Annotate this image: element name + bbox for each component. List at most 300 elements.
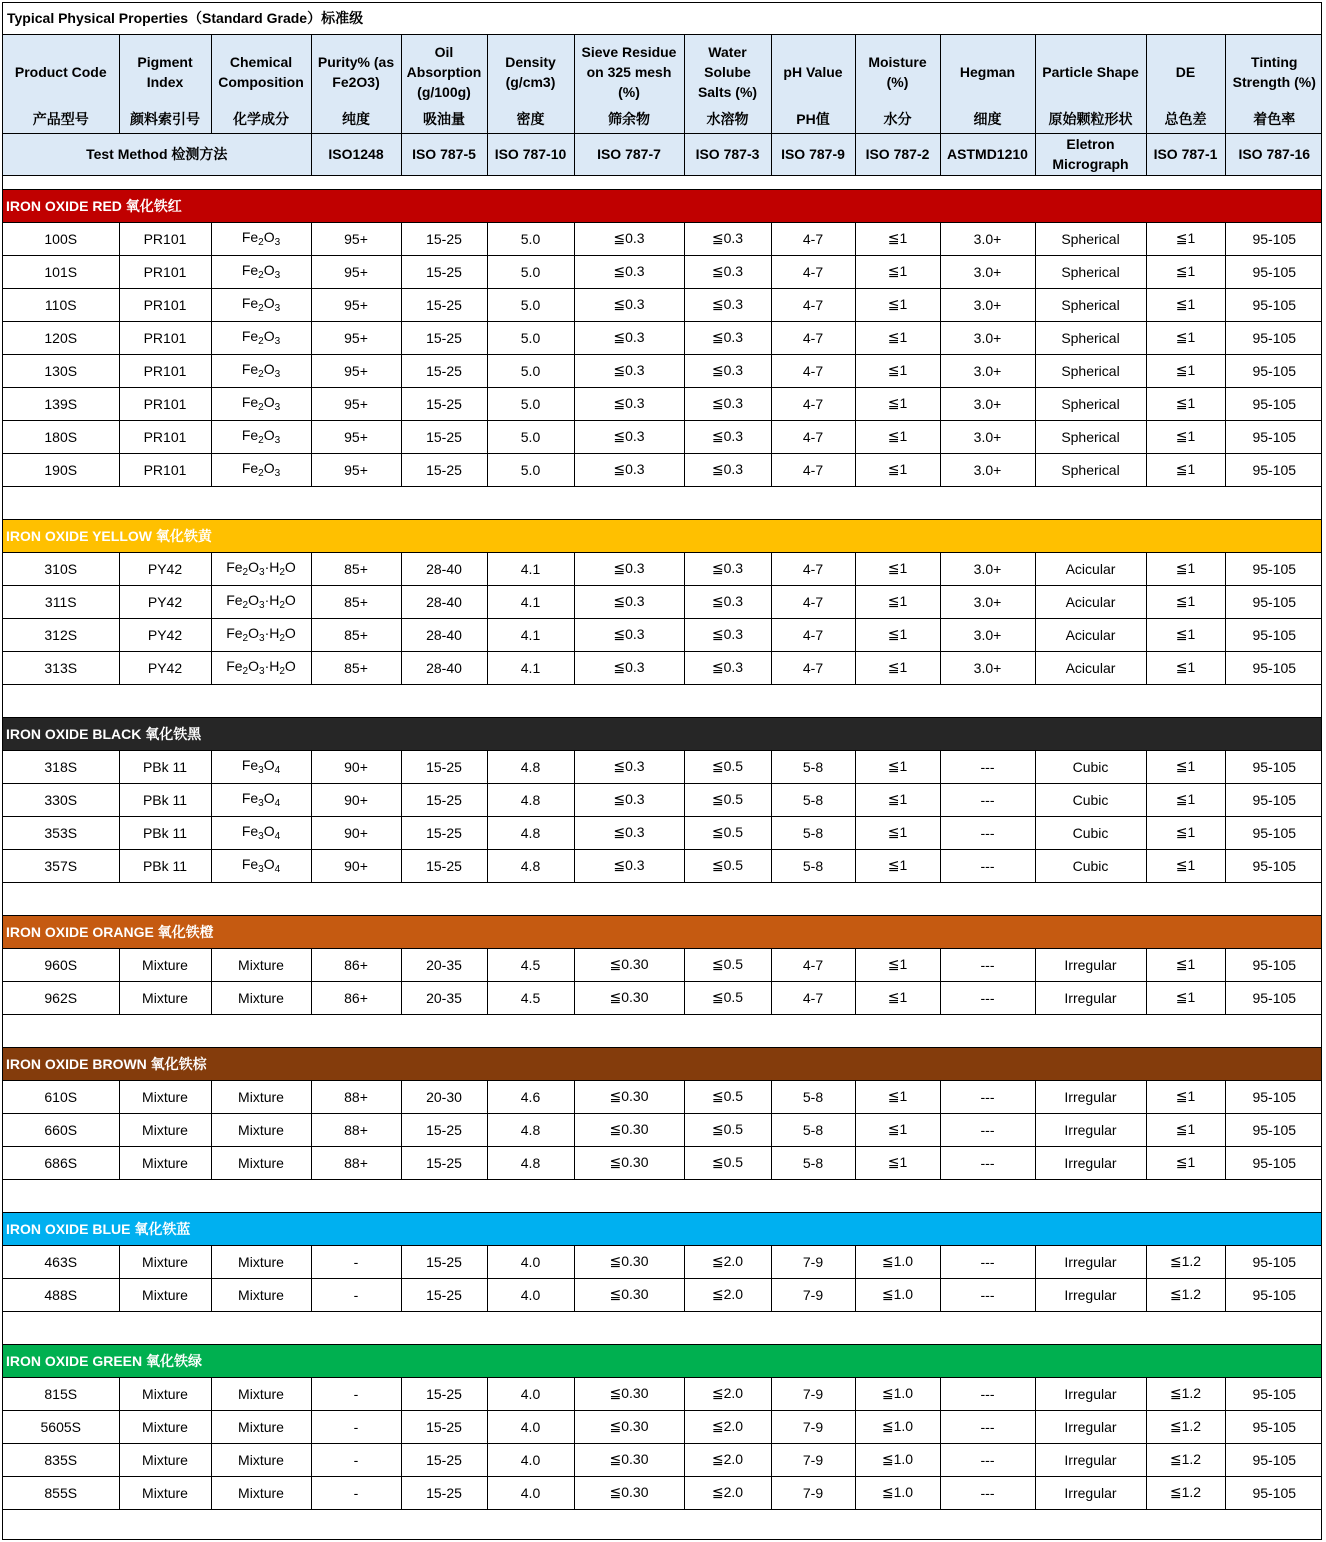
table-row [3, 420, 1322, 453]
column-header [211, 34, 311, 133]
table-cell: 15-25 [401, 321, 487, 354]
table-cell: ≦0.3 [684, 618, 771, 651]
table-row [3, 585, 1322, 618]
table-cell: ≦1 [1146, 849, 1225, 882]
table-cell: 7-9 [771, 1476, 855, 1509]
group-spacer [3, 882, 1322, 915]
table-cell: ≦0.3 [684, 288, 771, 321]
table-cell: ≦0.5 [684, 783, 771, 816]
group-header: IRON OXIDE BLUE 氧化铁蓝 [3, 1212, 1322, 1245]
group-header: IRON OXIDE RED 氧化铁红 [3, 189, 1322, 222]
table-cell: Mixture [119, 1278, 211, 1311]
group-header: IRON OXIDE ORANGE 氧化铁橙 [3, 915, 1322, 948]
column-header [487, 34, 574, 133]
column-header-en: Tinting Strength (%) [1232, 53, 1316, 90]
table-cell: 4.0 [487, 1377, 574, 1410]
test-method-label: Test Method 检测方法 [3, 133, 311, 175]
table-cell: Spherical [1035, 453, 1146, 486]
spec-sheet [2, 2, 1322, 1540]
table-cell: Spherical [1035, 321, 1146, 354]
table-cell: 15-25 [401, 783, 487, 816]
table-cell: PR101 [119, 255, 211, 288]
table-cell: 4-7 [771, 420, 855, 453]
column-header-en: Product Code [14, 63, 107, 80]
table-cell: 85+ [311, 618, 401, 651]
table-cell: 5.0 [487, 420, 574, 453]
table-cell: 20-30 [401, 1080, 487, 1113]
table-cell: Mixture [211, 948, 311, 981]
table-cell: 4.6 [487, 1080, 574, 1113]
table-cell: ≦0.5 [684, 948, 771, 981]
table-cell: $Fe_2O_3$ [211, 420, 311, 453]
table-cell: 3.0+ [940, 552, 1035, 585]
table-cell: ≦0.3 [574, 651, 684, 684]
column-header-en: Moisture (%) [868, 53, 927, 90]
group-spacer [3, 1179, 1322, 1212]
table-cell: ≦1 [855, 783, 940, 816]
table-cell: ≦0.5 [684, 816, 771, 849]
table-cell: 85+ [311, 651, 401, 684]
table-row [3, 255, 1322, 288]
table-cell: 4.1 [487, 618, 574, 651]
table-cell: 3.0+ [940, 651, 1035, 684]
table-cell: 4.8 [487, 750, 574, 783]
column-header-en: Purity% (as Fe2O3) [317, 53, 395, 90]
table-cell: 95+ [311, 453, 401, 486]
column-header [771, 34, 855, 133]
table-cell: $Fe_2O_3\cdot H_2O$ [211, 651, 311, 684]
table-cell: 3.0+ [940, 255, 1035, 288]
table-cell: - [311, 1476, 401, 1509]
table-cell: ≦1 [855, 1146, 940, 1179]
table-cell: ≦1 [1146, 354, 1225, 387]
table-cell: 95-105 [1225, 585, 1322, 618]
table-cell: ≦1 [1146, 948, 1225, 981]
table-cell: Mixture [119, 1476, 211, 1509]
table-cell: 88+ [311, 1113, 401, 1146]
table-cell: PY42 [119, 618, 211, 651]
table-cell: ≦0.3 [574, 321, 684, 354]
table-cell: ≦1 [855, 849, 940, 882]
table-cell: 95-105 [1225, 1410, 1322, 1443]
table-cell: ≦1 [855, 222, 940, 255]
table-cell: Mixture [211, 1410, 311, 1443]
table-cell: ≦1 [1146, 255, 1225, 288]
table-cell: ≦0.30 [574, 1080, 684, 1113]
table-cell: ≦0.3 [684, 420, 771, 453]
table-row [3, 354, 1322, 387]
table-cell: 95-105 [1225, 1377, 1322, 1410]
column-header-en: Oil Absorption (g/100g) [406, 43, 482, 100]
column-header [119, 34, 211, 133]
table-cell: Irregular [1035, 1410, 1146, 1443]
table-row [3, 783, 1322, 816]
test-method-value: ISO 787-1 [1146, 133, 1225, 175]
table-cell: ≦1 [1146, 651, 1225, 684]
table-row [3, 750, 1322, 783]
table-cell: 15-25 [401, 288, 487, 321]
table-cell: ≦0.3 [684, 222, 771, 255]
test-method-value: ISO 787-10 [487, 133, 574, 175]
table-cell: $Fe_2O_3$ [211, 288, 311, 321]
table-cell: - [311, 1278, 401, 1311]
table-cell: 5.0 [487, 453, 574, 486]
table-cell: --- [940, 849, 1035, 882]
table-cell: 7-9 [771, 1278, 855, 1311]
table-cell: --- [940, 1410, 1035, 1443]
table-cell: 15-25 [401, 1476, 487, 1509]
table-cell: PR101 [119, 288, 211, 321]
table-row [3, 387, 1322, 420]
table-cell: ≦0.3 [574, 420, 684, 453]
table-cell: 310S [3, 552, 119, 585]
table-cell: PY42 [119, 585, 211, 618]
table-cell: 4-7 [771, 354, 855, 387]
table-cell: 15-25 [401, 1443, 487, 1476]
table-cell: Spherical [1035, 420, 1146, 453]
table-row [3, 816, 1322, 849]
table-cell: ≦0.5 [684, 981, 771, 1014]
table-cell: Spherical [1035, 288, 1146, 321]
table-cell: 5605S [3, 1410, 119, 1443]
column-header-zh: 水溶物 [706, 110, 749, 127]
table-cell: 3.0+ [940, 288, 1035, 321]
table-cell: PY42 [119, 552, 211, 585]
test-method-value: ISO 787-5 [401, 133, 487, 175]
table-cell: PBk 11 [119, 849, 211, 882]
table-cell: 101S [3, 255, 119, 288]
table-cell: 95-105 [1225, 420, 1322, 453]
table-cell: Irregular [1035, 981, 1146, 1014]
column-header-zh: 吸油量 [423, 110, 465, 127]
table-cell: ≦1 [855, 585, 940, 618]
table-cell: --- [940, 1443, 1035, 1476]
column-header-en: Pigment Index [137, 53, 193, 90]
table-cell: Mixture [119, 1245, 211, 1278]
table-cell: 95-105 [1225, 948, 1322, 981]
table-cell: ≦1 [855, 816, 940, 849]
table-cell: $Fe_2O_3\cdot H_2O$ [211, 552, 311, 585]
table-cell: 4.8 [487, 1146, 574, 1179]
table-cell: 4.5 [487, 948, 574, 981]
table-cell: Acicular [1035, 552, 1146, 585]
table-cell: Mixture [119, 1113, 211, 1146]
table-cell: ≦2.0 [684, 1278, 771, 1311]
table-cell: - [311, 1443, 401, 1476]
table-cell: 5.0 [487, 354, 574, 387]
column-header [1035, 34, 1146, 133]
table-cell: 28-40 [401, 585, 487, 618]
column-header-en: Particle Shape [1042, 63, 1139, 80]
column-header-zh: 总色差 [1164, 110, 1207, 127]
table-cell: 4-7 [771, 288, 855, 321]
table-cell: 95-105 [1225, 750, 1322, 783]
table-cell: Mixture [119, 1146, 211, 1179]
table-cell: 15-25 [401, 255, 487, 288]
table-cell: 95-105 [1225, 783, 1322, 816]
table-cell: ≦0.3 [574, 750, 684, 783]
table-cell: $Fe_2O_3$ [211, 321, 311, 354]
table-cell: ≦0.3 [684, 387, 771, 420]
table-cell: ≦1 [1146, 387, 1225, 420]
test-method-value: ISO 787-7 [574, 133, 684, 175]
table-cell: 330S [3, 783, 119, 816]
table-cell: 90+ [311, 750, 401, 783]
table-cell: Acicular [1035, 585, 1146, 618]
table-cell: $Fe_3O_4$ [211, 816, 311, 849]
table-row [3, 453, 1322, 486]
table-cell: ≦1.0 [855, 1410, 940, 1443]
table-cell: 4.5 [487, 981, 574, 1014]
table-cell: 357S [3, 849, 119, 882]
table-cell: PR101 [119, 354, 211, 387]
column-header [574, 34, 684, 133]
table-cell: ≦1 [1146, 783, 1225, 816]
table-cell: PR101 [119, 222, 211, 255]
table-cell: 488S [3, 1278, 119, 1311]
table-cell: $Fe_2O_3$ [211, 255, 311, 288]
table-cell: 4.0 [487, 1443, 574, 1476]
table-cell: ≦1 [1146, 981, 1225, 1014]
table-cell: Irregular [1035, 1278, 1146, 1311]
table-cell: 190S [3, 453, 119, 486]
table-cell: 5-8 [771, 816, 855, 849]
table-cell: 15-25 [401, 1146, 487, 1179]
table-cell: 610S [3, 1080, 119, 1113]
column-header-zh: 细度 [973, 110, 1002, 127]
table-row [3, 1476, 1322, 1509]
table-cell: 3.0+ [940, 618, 1035, 651]
table-cell: Mixture [119, 1443, 211, 1476]
table-cell: $Fe_2O_3$ [211, 222, 311, 255]
table-cell: PBk 11 [119, 783, 211, 816]
table-cell: ≦1.0 [855, 1443, 940, 1476]
table-cell: - [311, 1377, 401, 1410]
table-cell: ≦0.5 [684, 1113, 771, 1146]
table-cell: ≦0.3 [574, 585, 684, 618]
table-cell: ≦1 [1146, 1146, 1225, 1179]
table-cell: 4.1 [487, 585, 574, 618]
table-cell: --- [940, 783, 1035, 816]
table-cell: 86+ [311, 981, 401, 1014]
table-cell: ≦0.3 [574, 354, 684, 387]
column-header-zh: 原始颗粒形状 [1048, 110, 1133, 127]
table-cell: --- [940, 816, 1035, 849]
table-cell: Mixture [211, 1245, 311, 1278]
table-cell: 90+ [311, 783, 401, 816]
table-cell: 20-35 [401, 948, 487, 981]
table-cell: ≦0.30 [574, 981, 684, 1014]
table-cell: ≦0.3 [684, 255, 771, 288]
group-header: IRON OXIDE GREEN 氧化铁绿 [3, 1344, 1322, 1377]
table-row [3, 1410, 1322, 1443]
table-cell: 4.8 [487, 783, 574, 816]
table-cell: $Fe_2O_3$ [211, 387, 311, 420]
table-cell: ≦1.2 [1146, 1410, 1225, 1443]
table-cell: 95-105 [1225, 255, 1322, 288]
table-cell: $Fe_3O_4$ [211, 750, 311, 783]
table-cell: ≦1 [1146, 585, 1225, 618]
table-cell: 4.0 [487, 1278, 574, 1311]
table-cell: 4-7 [771, 552, 855, 585]
table-cell: ≦0.3 [574, 783, 684, 816]
table-cell: PR101 [119, 420, 211, 453]
column-header-en: Water Solube Salts (%) [697, 43, 758, 100]
table-cell: 3.0+ [940, 585, 1035, 618]
spacer [3, 175, 1322, 189]
table-cell: ≦1.2 [1146, 1443, 1225, 1476]
table-cell: 3.0+ [940, 222, 1035, 255]
table-cell: 4.0 [487, 1245, 574, 1278]
table-cell: PY42 [119, 651, 211, 684]
table-cell: ≦0.3 [574, 849, 684, 882]
table-cell: ≦1.2 [1146, 1278, 1225, 1311]
table-cell: 5.0 [487, 321, 574, 354]
table-cell: PBk 11 [119, 816, 211, 849]
table-cell: 5.0 [487, 387, 574, 420]
table-cell: 100S [3, 222, 119, 255]
column-header-en: DE [1175, 63, 1196, 80]
table-cell: 5-8 [771, 1080, 855, 1113]
table-cell: Irregular [1035, 948, 1146, 981]
table-cell: 95+ [311, 387, 401, 420]
table-cell: 95+ [311, 420, 401, 453]
table-cell: 5.0 [487, 255, 574, 288]
column-header [1225, 34, 1322, 133]
table-cell: Irregular [1035, 1146, 1146, 1179]
column-header-zh: 产品型号 [32, 110, 89, 127]
table-cell: ≦0.3 [684, 321, 771, 354]
table-cell: 7-9 [771, 1245, 855, 1278]
table-cell: ≦0.3 [574, 453, 684, 486]
table-cell: 318S [3, 750, 119, 783]
table-row [3, 1377, 1322, 1410]
table-cell: ≦1 [1146, 552, 1225, 585]
table-cell: 312S [3, 618, 119, 651]
table-cell: Irregular [1035, 1443, 1146, 1476]
table-cell: ≦1.0 [855, 1476, 940, 1509]
table-cell: ≦1.0 [855, 1377, 940, 1410]
column-header-zh: 筛余物 [608, 110, 650, 127]
column-header [401, 34, 487, 133]
table-row [3, 1146, 1322, 1179]
table-cell: --- [940, 948, 1035, 981]
table-cell: 4-7 [771, 255, 855, 288]
table-cell: 4-7 [771, 948, 855, 981]
table-cell: PR101 [119, 453, 211, 486]
table-cell: 5-8 [771, 1146, 855, 1179]
table-cell: ≦0.3 [574, 255, 684, 288]
column-header-en: Hegman [959, 63, 1016, 80]
table-row [3, 948, 1322, 981]
table-cell: Cubic [1035, 750, 1146, 783]
table-cell: --- [940, 1146, 1035, 1179]
table-cell: 95-105 [1225, 222, 1322, 255]
table-cell: ≦0.30 [574, 1410, 684, 1443]
table-cell: Mixture [211, 1146, 311, 1179]
table-cell: ≦1 [855, 387, 940, 420]
table-cell: ≦1.0 [855, 1245, 940, 1278]
table-cell: ≦1 [1146, 750, 1225, 783]
table-cell: $Fe_2O_3\cdot H_2O$ [211, 618, 311, 651]
table-cell: 4-7 [771, 321, 855, 354]
test-method-value: ASTMD1210 [940, 133, 1035, 175]
test-method-value: ISO 787-3 [684, 133, 771, 175]
table-cell: Mixture [211, 981, 311, 1014]
table-cell: 5-8 [771, 849, 855, 882]
table-cell: 15-25 [401, 1410, 487, 1443]
table-cell: Mixture [119, 948, 211, 981]
table-cell: ≦0.5 [684, 1080, 771, 1113]
table-cell: ≦1 [855, 651, 940, 684]
table-cell: $Fe_2O_3$ [211, 354, 311, 387]
column-header-en: Density (g/cm3) [505, 53, 556, 90]
table-cell: 28-40 [401, 618, 487, 651]
table-cell: 95+ [311, 222, 401, 255]
table-cell: --- [940, 1113, 1035, 1146]
table-cell: 3.0+ [940, 354, 1035, 387]
table-cell: ≦1 [1146, 420, 1225, 453]
table-cell: 4.0 [487, 1410, 574, 1443]
test-method-value: ISO 787-9 [771, 133, 855, 175]
table-cell: ≦0.3 [684, 453, 771, 486]
table-cell: ≦1 [855, 750, 940, 783]
table-cell: 15-25 [401, 453, 487, 486]
table-cell: PR101 [119, 321, 211, 354]
table-cell: Mixture [211, 1278, 311, 1311]
table-cell: ≦0.30 [574, 948, 684, 981]
table-cell: 15-25 [401, 1245, 487, 1278]
table-cell: ≦0.3 [684, 585, 771, 618]
table-cell: 15-25 [401, 222, 487, 255]
table-cell: Acicular [1035, 618, 1146, 651]
column-header-zh: PH值 [796, 110, 830, 127]
table-cell: --- [940, 750, 1035, 783]
table-cell: ≦1 [855, 288, 940, 321]
table-cell: 660S [3, 1113, 119, 1146]
table-cell: 28-40 [401, 552, 487, 585]
header-row [3, 34, 1322, 133]
table-row [3, 1278, 1322, 1311]
table-cell: PBk 11 [119, 750, 211, 783]
table-cell: 15-25 [401, 387, 487, 420]
table-cell: 4-7 [771, 651, 855, 684]
table-cell: ≦0.3 [684, 651, 771, 684]
table-cell: 5.0 [487, 222, 574, 255]
table-cell: 7-9 [771, 1377, 855, 1410]
table-cell: Irregular [1035, 1377, 1146, 1410]
table-cell: $Fe_3O_4$ [211, 783, 311, 816]
table-cell: 95-105 [1225, 1113, 1322, 1146]
table-cell: ≦1 [1146, 222, 1225, 255]
table-cell: ≦1.2 [1146, 1476, 1225, 1509]
table-cell: ≦1 [855, 354, 940, 387]
table-cell: 4-7 [771, 387, 855, 420]
table-cell: 95-105 [1225, 1245, 1322, 1278]
column-header [3, 34, 119, 133]
table-cell: $Fe_2O_3\cdot H_2O$ [211, 585, 311, 618]
table-cell: 4.0 [487, 1476, 574, 1509]
table-cell: 95+ [311, 321, 401, 354]
table-cell: ≦1 [1146, 618, 1225, 651]
column-header-zh: 纯度 [342, 110, 370, 127]
table-cell: ≦1 [1146, 321, 1225, 354]
table-cell: 4.1 [487, 552, 574, 585]
table-cell: ≦1 [855, 255, 940, 288]
table-row [3, 651, 1322, 684]
table-cell: 15-25 [401, 420, 487, 453]
table-cell: Mixture [211, 1476, 311, 1509]
